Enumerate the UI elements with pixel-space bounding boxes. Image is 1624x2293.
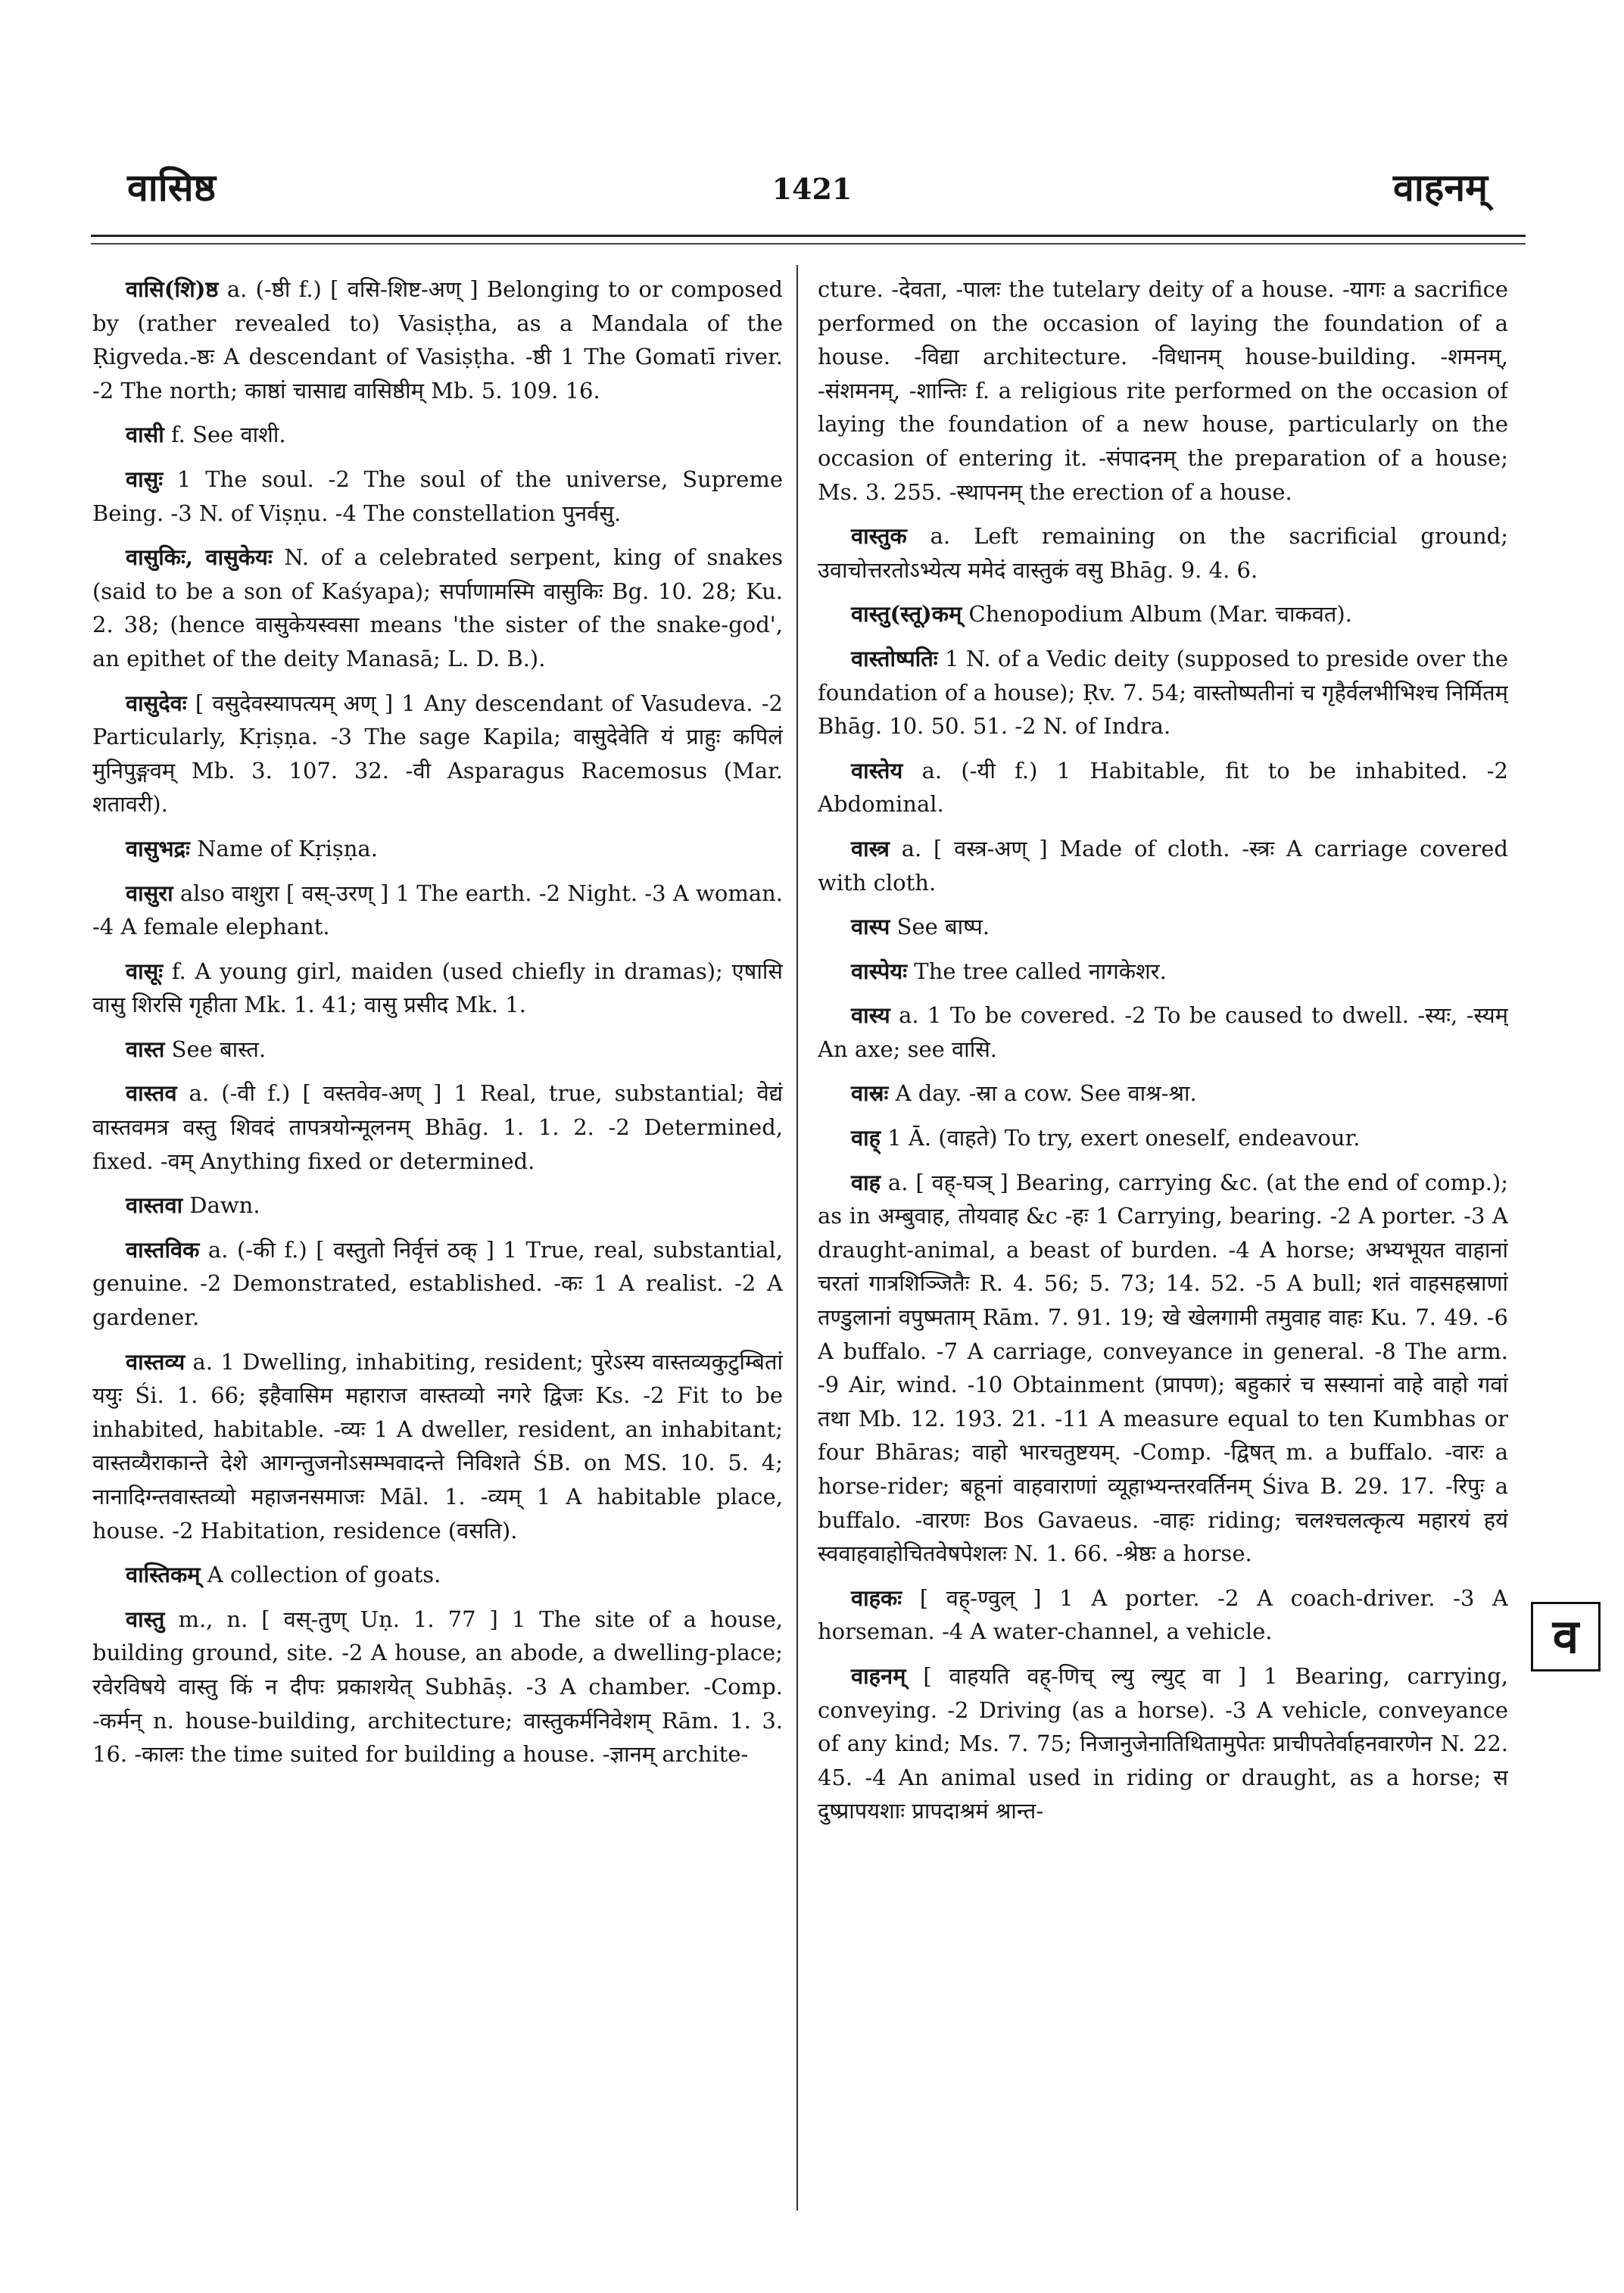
entry-definition: a. 1 Dwelling, inhabiting, resident; पुरेऽस्य वास्तव्यकुटुम्बितां ययुः Śi. 1. 66; इहैवासिम महाराज वास्तव्यो नगरे द्विजः Ks. -2 Fit to be inhabited, habitable. -व्यः 1 A dweller, resident, an inhabitant; वास्तव्यैराकान्ते देशे आगन्तुजनोऽसम्भवादन्ते निविशते ŚB. on MS. 10. 5. 4; नानादिग्न्तवास्तव्यो महाजनसमाजः Māl. 1. -व्यम् 1 A habitable place, house. -2 Habitation, residence (वसति). — [92, 1348, 783, 1544]
entry-headword: वास्त — [126, 1036, 165, 1062]
entry-headword: वास्तव — [126, 1080, 177, 1107]
entry-definition: Name of Kṛiṣṇa. — [189, 835, 378, 861]
entry-definition: a. [ वह्-घञ् ] Bearing, carrying &c. (at the end of comp.); as in अम्बुवाह, तोयवाह &c -हः 1 Carrying, bearing. -2 A porter. -3 A draught-animal, a beast of burden. -4 A horse; अभ्यभूयत वाहानां चरतां गात्रशिञ्जितैः R. 4. 56; 5. 73; 14. 52. -5 A bull; शतं वाहसहस्राणां तण्डुलानां वपुष्मताम् Rām. 7. 91. 19; खे खेलगामी तमुवाह वाहः Ku. 7. 49. -6 A buffalo. -7 A carriage, conveyance in general. -8 The arm. -9 Air, wind. -10 Obtainment (प्रापण); बहुकारं च सस्यानां वाहे वाहो गवां तथा Mb. 12. 193. 21. -11 A measure equal to ten Kumbhas or four Bhāras; वाहो भारचतुष्टयम्. -Comp. -द्विषत् m. a buffalo. -वारः a horse-rider; बहूनां वाहवाराणां व्यूहाभ्यन्तरवर्तिनम् Śiva B. 29. 17. -रिपुः a buffalo. -वारणः Bos Gavaeus. -वाहः riding; चलश्चलत्कृत्य महारयं हयं स्ववाहवाहोचितवेषपेशलः N. 1. 66. -श्रेष्ठः a horse. — [818, 1169, 1508, 1567]
entry-headword: वासूः — [126, 958, 164, 984]
entry-definition: a. (-वी f.) [ वस्तवेव-अण् ] 1 Real, true, substantial; वेद्यं वास्तवमत्र वस्तु शिवदं तापत्रयोन्मूलनम् Bhāg. 1. 1. 2. -2 Determined, fixed. -वम् Anything fixed or determined. — [92, 1080, 783, 1174]
page-number: 1421 — [771, 172, 853, 206]
entry-headword: वासुः — [126, 466, 164, 492]
entry-definition: 1 The soul. -2 The soul of the universe, Supreme Being. -3 N. of Viṣṇu. -4 The constellation पुनर्वसु. — [92, 466, 783, 526]
entry-definition: Chenopodium Album (Mar. चाकवत). — [962, 601, 1352, 628]
dictionary-entry — [818, 1121, 1508, 1155]
entry-headword: वास्तव्य — [126, 1348, 185, 1375]
dictionary-entry — [92, 1345, 783, 1548]
entry-headword: वाह — [851, 1169, 881, 1195]
entry-headword: वास्प — [851, 914, 890, 940]
entry-headword: वास्रः — [851, 1080, 889, 1107]
entry-definition: N. of a celebrated serpent, king of snakes (said to be a son of Kaśyapa); सर्पाणामस्मि वासुकिः Bg. 10. 28; Ku. 2. 38; (hence वासुकेयस्वसा means 'the sister of the snake-god', an epithet of the deity Manasā; L. D. B.). — [92, 544, 783, 671]
entry-headword: वास्तु — [126, 1606, 165, 1632]
right-column — [818, 273, 1508, 2229]
entry-definition: a. Left remaining on the sacrificial ground; उवाचोत्तरतोऽभ्येत्य ममेदं वास्तुकं वसु Bhāg. 9. 4. 6. — [818, 523, 1508, 583]
entry-definition: 1 N. of a Vedic deity (supposed to preside over the foundation of a house); Ṛv. 7. 54; वास्तोष्पतीनां च गृहैर्वलभीभिश्च निर्मितम् Bhāg. 10. 50. 51. -2 N. of Indra. — [818, 645, 1508, 740]
dictionary-entry — [92, 1076, 783, 1178]
entry-definition: a. (-की f.) [ वस्तुतो निर्वृत्तं ठक् ] 1 True, real, substantial, genuine. -2 Demonstrated, established. -कः 1 A realist. -2 A gardener. — [92, 1236, 783, 1331]
entry-definition: m., n. [ वस्-तुण् Uṇ. 1. 77 ] 1 The site of a house, building ground, site. -2 A house, an abode, a dwelling-place; रवेरविषये वास्तु किं न दीपः प्रकाशयेत् Subhāṣ. -3 A chamber. -Comp. -कर्मन् n. house-building, architecture; वास्तुकर्मनिवेशम् Rām. 1. 3. 16. -कालः the time suited for building a house. -ज्ञानम् archite- — [92, 1606, 783, 1768]
entry-headword: वाहनम् — [851, 1662, 906, 1689]
dictionary-entry — [818, 273, 1508, 509]
entry-definition: f. A young girl, maiden (used chiefly in dramas); एषासि वासु शिरसि गृहीता Mk. 1. 41; वासु प्रसीद Mk. 1. — [92, 958, 783, 1018]
dictionary-entry — [818, 1076, 1508, 1111]
dictionary-entry — [92, 1033, 783, 1067]
header-rule-bottom — [91, 243, 1526, 245]
entry-definition: See बाष्प. — [890, 914, 990, 940]
entry-definition: Dawn. — [182, 1192, 260, 1219]
right-running-headword: वाहनम् — [1393, 165, 1488, 210]
entry-headword: वास्तवा — [126, 1192, 183, 1219]
left-column — [92, 273, 783, 2229]
entry-headword: वास्य — [851, 1002, 890, 1029]
entry-definition: [ वाहयति वह्-णिच् ल्यु ल्युट् वा ] 1 Bearing, carrying, conveying. -2 Driving (as a horse). -3 A vehicle, conveyance of any kind; Ms. 7. 75; निजानुजेनातिथितामुपेतः प्राचीपतेर्वाहनवारणेन N. 22. 45. -4 An animal used in riding or draught, as a horse; स दुष्प्रापयशाः प्रापदाश्रमं श्रान्त- — [818, 1662, 1508, 1824]
dictionary-entry — [818, 910, 1508, 944]
thumb-index-tab: व — [1531, 1602, 1601, 1671]
dictionary-entry — [92, 832, 783, 866]
entry-headword: वाह् — [851, 1125, 881, 1151]
dictionary-entry — [818, 832, 1508, 899]
entry-headword: वास्तोष्पतिः — [851, 645, 938, 671]
entry-definition: f. See वाशी. — [164, 422, 286, 448]
entry-headword: वासुदेवः — [126, 690, 187, 716]
dictionary-entry — [818, 642, 1508, 743]
entry-definition: a. (-यी f.) 1 Habitable, fit to be inhabited. -2 Abdominal. — [818, 757, 1508, 818]
entry-headword: वास्तिकम् — [126, 1562, 201, 1588]
dictionary-entry — [818, 754, 1508, 821]
dictionary-entry — [818, 519, 1508, 587]
entry-headword: वासुकिः, वासुकेयः — [126, 544, 273, 571]
dictionary-entry — [818, 597, 1508, 631]
dictionary-entry — [92, 1603, 783, 1771]
dictionary-entry — [818, 999, 1508, 1066]
entry-definition: 1 Ā. (वाहते) To try, exert oneself, endeavour. — [881, 1125, 1361, 1151]
entry-definition: A day. -स्रा a cow. See वाश्र-श्रा. — [888, 1080, 1197, 1107]
dictionary-entry — [92, 955, 783, 1022]
entry-headword: वास्तु(स्तू)कम् — [851, 601, 962, 628]
entry-definition: [ वह्-ण्वुल् ] 1 A porter. -2 A coach-driver. -3 A horseman. -4 A water-channel, a vehicle. — [818, 1584, 1508, 1645]
dictionary-entry — [818, 1659, 1508, 1828]
dictionary-entry — [92, 1189, 783, 1223]
entry-definition: a. [ वस्त्र-अण् ] Made of cloth. -स्त्रः A carriage covered with cloth. — [818, 835, 1508, 896]
entry-headword: वास्तुक — [851, 523, 907, 550]
entry-definition: a. (-ष्ठी f.) [ वसि-शिष्ट-अण् ] Belonging to or composed by (rather revealed to) Vasiṣṭha, as a Mandala of the Ṛigveda.-ष्ठः A descendant of Vasiṣṭha. -ष्ठी 1 The Gomatī river. -2 The north; काष्ठां चासाद्य वासिष्ठीम् Mb. 5. 109. 16. — [92, 276, 783, 403]
entry-definition: [ वसुदेवस्यापत्यम् अण् ] 1 Any descendant of Vasudeva. -2 Particularly, Kṛiṣṇa. -3 The sage Kapila; वासुदेवेति यं प्राहुः कपिलं मुनिपुङ्गवम् Mb. 3. 107. 32. -वी Asparagus Racemosus (Mar. शतावरी). — [92, 690, 783, 818]
entry-headword: वाहकः — [851, 1584, 902, 1611]
entry-definition: also वाशुरा [ वस्-उरण् ] 1 The earth. -2 Night. -3 A woman. -4 A female elephant. — [92, 880, 783, 940]
entry-definition: a. 1 To be covered. -2 To be caused to dwell. -स्यः, -स्यम् An axe; see वासि. — [818, 1002, 1508, 1062]
entry-headword: वासी — [126, 422, 164, 448]
entry-definition: See बास्त. — [164, 1036, 267, 1062]
dictionary-entry — [92, 1558, 783, 1592]
dictionary-entry — [92, 273, 783, 407]
entry-headword: वास्तेय — [851, 757, 903, 784]
dictionary-entry — [92, 687, 783, 821]
dictionary-entry — [818, 955, 1508, 989]
entry-headword: वास्तविक — [126, 1236, 200, 1263]
dictionary-entry — [92, 463, 783, 530]
column-divider — [796, 265, 798, 2210]
dictionary-entry — [92, 541, 783, 675]
entry-headword: वासि(शि)ष्ठ — [126, 276, 219, 302]
header-rule-top — [91, 235, 1526, 237]
dictionary-entry — [92, 418, 783, 452]
dictionary-entry — [818, 1166, 1508, 1571]
entry-definition: A collection of goats. — [200, 1562, 441, 1588]
entry-definition: cture. -देवता, -पालः the tutelary deity of a house. -यागः a sacrifice performed on the occasion of laying the foundation of a house. -विद्या architecture. -विधानम् house-building. -शमनम्, -संशमनम्, -शान्तिः f. a religious rite performed on the occasion of laying the foundation of a new house, particularly on the occasion of entering it. -संपादनम् the preparation of a house; Ms. 3. 255. -स्थापनम् the erection of a house. — [818, 276, 1508, 505]
dictionary-entry — [92, 1233, 783, 1335]
entry-headword: वासुभद्रः — [126, 835, 190, 861]
dictionary-entry — [92, 877, 783, 944]
left-running-headword: वासिष्ठ — [127, 165, 216, 210]
entry-definition: The tree called नागकेशर. — [907, 958, 1167, 984]
entry-headword: वास्त्र — [851, 835, 890, 861]
entry-headword: वासुरा — [126, 880, 173, 906]
entry-headword: वास्पेयः — [851, 958, 908, 984]
dictionary-entry — [818, 1581, 1508, 1649]
